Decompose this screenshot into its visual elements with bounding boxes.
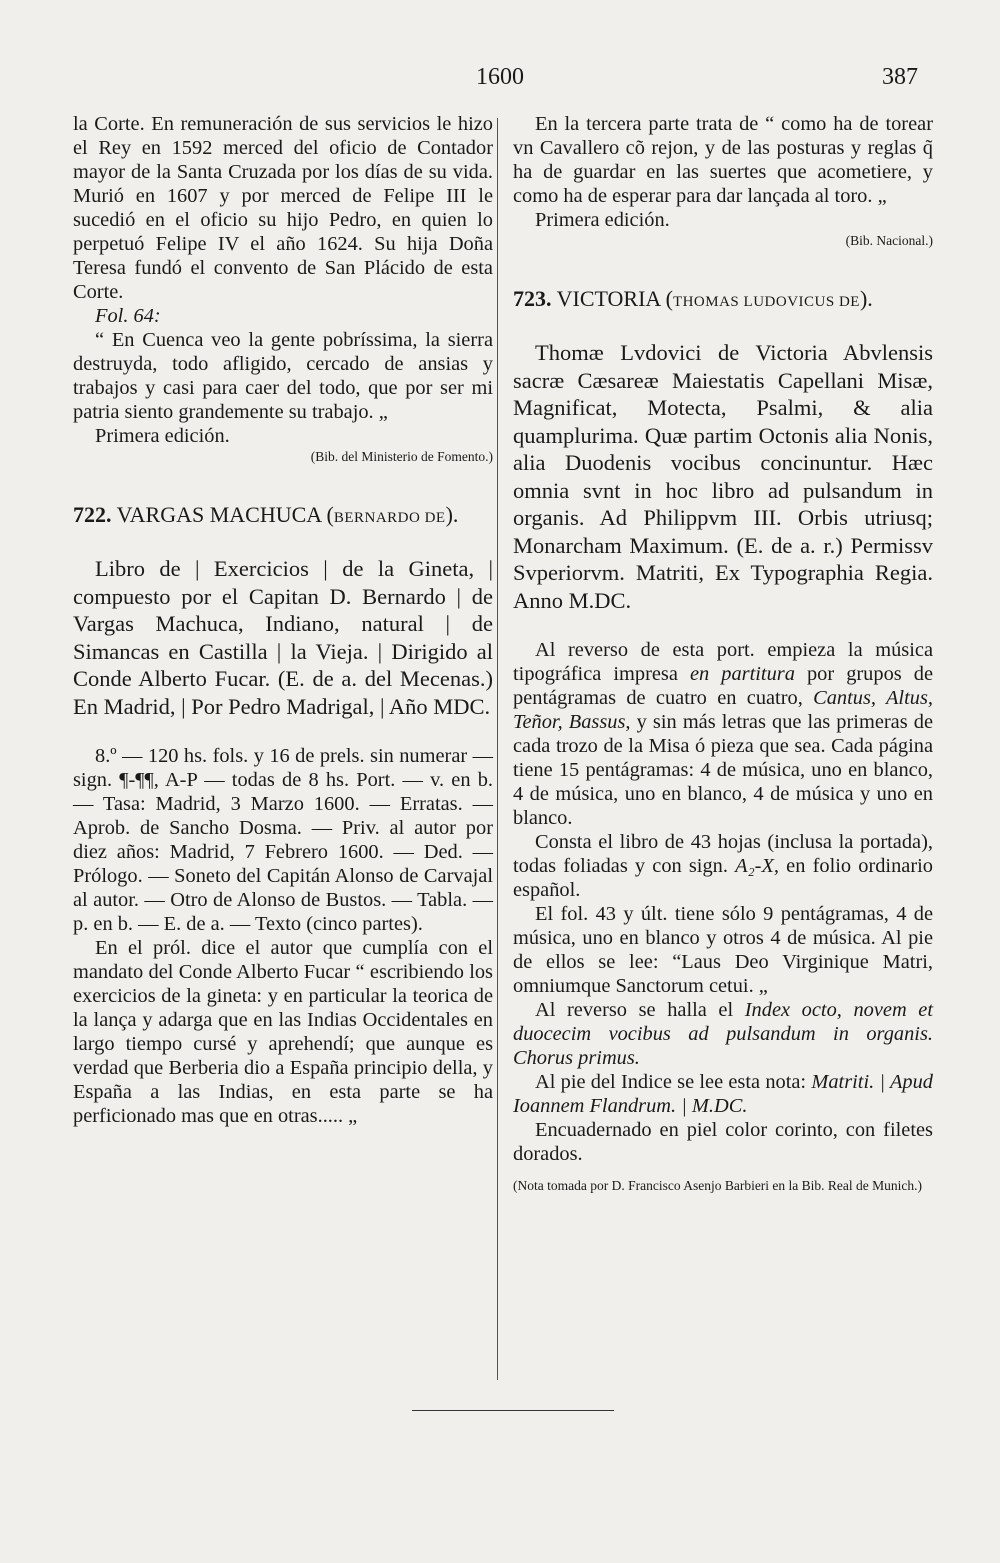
right-column <box>513 112 933 1196</box>
binding-note: Encuadernado en piel color corinto, con filetes dorados. <box>513 1119 933 1165</box>
entry-author: VICTORIA ( <box>556 286 673 311</box>
book-title-transcription: Libro de | Exercicios | de la Gineta, | compuesto por el Capitan D. Bernardo | de Vargas Machuca, Indiano, natural | de Simancas en Castilla | la Vieja. | Dirigido al Conde Alberto Fucar. (E. de a. del Mecenas.) En Madrid, | Por Pedro Madrigal, | Año MDC. <box>73 556 493 719</box>
page-number: 387 <box>882 64 918 90</box>
entry-number: 723. <box>513 286 552 311</box>
folio-reference: Fol. 64: <box>95 305 161 327</box>
edition-note: Primera edición. <box>95 425 230 447</box>
edition-note: Primera edición. <box>535 209 670 231</box>
entry-heading-722: 722. VARGAS MACHUCA (BERNARDO DE). <box>73 502 459 527</box>
collation-description: 8.º — 120 hs. fols. y 16 de prels. sin numerar — sign. ¶-¶¶, A-P — todas de 8 hs. Port. — v. en b. — Tasa: Madrid, 3 Marzo 1600. — Erratas. — Aprob. de Sancho Dosma. — Priv. al autor por diez años: Madrid, 7 Febrero 1600. — Ded. — Prólogo. — Soneto del Capitán Alonso de Carvajal al autor. — Otro de Alonso de Bustos. — Tabla. — p. en b. — E. de a. — Texto (cinco partes). <box>73 745 493 935</box>
prologue-quote: En el pról. dice el autor que cumplía con el mandato del Conde Alberto Fucar “ escribiendo los exercicios de la gineta: y en particular la teorica de la lança y adarga que en las Indias Occidentales en largo tiempo cursé y aprehendí; que aunque es verdad que Berberia dio a España principio della, y España a las Indias, en esta parte se ha perficionado mas que en otras..... „ <box>73 937 493 1127</box>
last-folio-note: El fol. 43 y últ. tiene sólo 9 pentágramas, 4 de música, uno en blanco y otros 4 de música. Al pie de ellos se lee: “Laus Deo Virginique Matri, omniumque Sanctorum cetui. „ <box>513 903 933 997</box>
continuation-paragraph-right: En la tercera parte trata de “ como ha de torear vn Cavallero cõ rejon, y de las posturas y reglas q̃ ha de guardar en las suertes que acometiere, y como ha de esperar para dar lançada al toro. „ <box>513 113 933 207</box>
library-source: (Bib. del Ministerio de Fomento.) <box>310 449 493 464</box>
entry-author: VARGAS MACHUCA ( <box>116 502 334 527</box>
left-column <box>73 112 493 1128</box>
barbieri-note: (Nota tomada por D. Francisco Asenjo Barbieri en la Bib. Real de Munich.) <box>513 1178 923 1193</box>
entry-number: 722. <box>73 502 112 527</box>
index-note: Al reverso se halla el Index octo, novem et duocecim vocibus ad pulsandum in organis. Chorus primus. <box>513 999 933 1069</box>
folio-count: Consta el libro de 43 hojas (inclusa la portada), todas foliadas y con sign. A₂-X, en folio ordinario español. <box>513 831 933 901</box>
continuation-paragraph: la Corte. En remuneración de sus servicios le hizo el Rey en 1592 merced del oficio de Contador mayor de la Santa Cruzada por los días de su vida. Murió en 1607 y por merced de Felipe III le sucedió en el oficio su hijo Pedro, en quien lo perpetuó Felipe IV el año 1624. Su hija Doña Teresa fundó el convento de San Plácido de esta Corte. <box>73 113 493 303</box>
entry-author-forename: THOMAS LUDOVICUS DE <box>672 294 860 310</box>
entry-heading-723: 723. VICTORIA (THOMAS LUDOVICUS DE). <box>513 286 873 311</box>
running-head-year: 1600 <box>476 64 524 90</box>
column-divider <box>497 118 498 1380</box>
quotation: “ En Cuenca veo la gente pobríssima, la sierra destruyda, todo afligido, cercado de ansias y trabajos y casi para caer del todo, que por ser mi patria siento grandemente su trabajo. „ <box>73 329 493 423</box>
entry-author-forename: BERNARDO DE <box>333 510 446 526</box>
library-source: (Bib. Nacional.) <box>845 233 933 248</box>
index-footer-note: Al pie del Indice se lee esta nota: Matriti. | Apud Ioannem Flandrum. | M.DC. <box>513 1071 933 1117</box>
music-description: Al reverso de esta port. empieza la música tipográfica impresa en partitura por grupos de pentágramas de cuatro en cuatro, Cantus, Altus, Teñor, Bassus, y sin más letras que las primeras de cada trozo de la Misa ó pieza que sea. Cada página tiene 15 pentágramas: 4 de música, uno en blanco, 4 de música, uno en blanco, 4 de música y uno en blanco. <box>513 639 933 829</box>
bottom-rule <box>412 1410 614 1411</box>
book-title-transcription: Thomæ Lvdovici de Victoria Abvlensis sacræ Cæsareæ Maiestatis Capellani Misæ, Magnificat, Motecta, Psalmi, & alia quamplurima. Quæ partim Octonis alia Nonis, alia Duodenis vocibus concinuntur. Hæc omnia svnt in hoc libro ad pulsandum in organis. Ad Philippvm III. Orbis utriusq; Monarcham Maximum. (E. de a. r.) Permissv Svperiorvm. Matriti, Ex Typographia Regia. Anno M.DC. <box>513 340 933 613</box>
